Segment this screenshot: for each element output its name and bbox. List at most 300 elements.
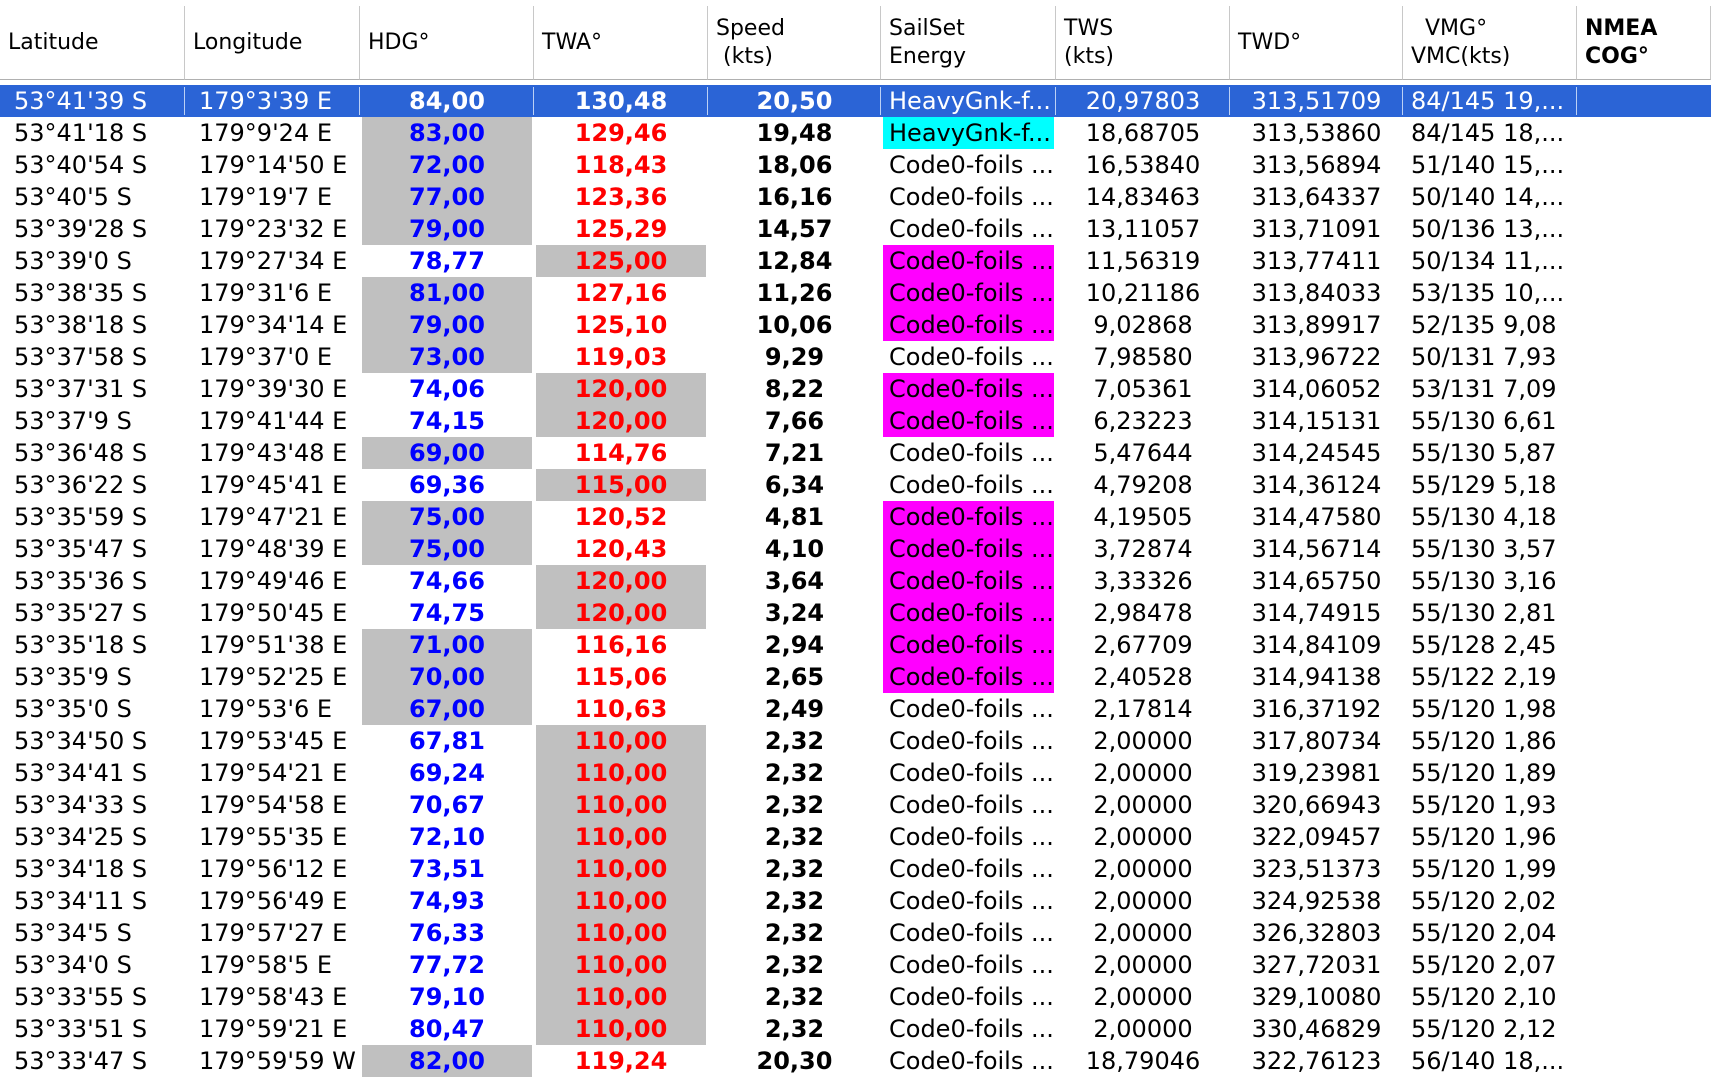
cell-sail: Code0-foils ... [883,565,1054,597]
cell-tws: 20,97803 [1085,87,1201,115]
cell-speed: 2,32 [764,951,825,979]
cell-speed: 2,32 [764,727,825,755]
cell-lat: 53°39'0 S [14,247,132,275]
cell-twd: 324,92538 [1251,887,1382,915]
table-row[interactable] [0,853,1711,885]
cell-lon: 179°50'45 E [199,599,348,627]
cell-vmg: 52/135 9,08 [1411,311,1557,339]
cell-lon: 179°53'6 E [199,695,333,723]
cell-tws: 2,00000 [1093,919,1193,947]
cell-lat: 53°35'0 S [14,695,132,723]
cell-lon: 179°54'21 E [199,759,348,787]
cell-lat: 53°34'0 S [14,951,132,979]
cell-hdg: 69,00 [362,437,532,469]
cell-twd: 314,36124 [1251,471,1382,499]
cell-twd: 313,96722 [1251,343,1382,371]
cell-sail: Code0-foils ... [883,533,1054,565]
cell-tws: 2,00000 [1093,759,1193,787]
cell-twa: 110,00 [536,917,706,949]
cell-lat: 53°34'18 S [14,855,148,883]
cell-lat: 53°40'5 S [14,183,132,211]
cell-hdg: 67,00 [362,693,532,725]
cell-tws: 7,98580 [1093,343,1193,371]
cell-lon: 179°54'58 E [199,791,348,819]
cell-sail: Code0-foils ... [889,727,1054,755]
cell-twa: 110,00 [536,789,706,821]
cell-hdg: 75,00 [362,533,532,565]
cell-twd: 322,76123 [1251,1047,1382,1075]
cell-tws: 2,00000 [1093,951,1193,979]
cell-lat: 53°37'58 S [14,343,148,371]
cell-lat: 53°34'33 S [14,791,148,819]
cell-lon: 179°39'30 E [199,375,348,403]
cell-twd: 313,89917 [1251,311,1382,339]
cell-twd: 314,74915 [1251,599,1382,627]
cell-twa: 125,29 [574,215,668,243]
header-vmg[interactable] [1403,6,1577,80]
table-row[interactable] [0,341,1711,373]
cell-sail: Code0-foils ... [883,245,1054,277]
cell-sail: Code0-foils ... [889,471,1054,499]
cell-tws: 2,00000 [1093,727,1193,755]
cell-twa: 118,43 [574,151,668,179]
cell-twa: 125,10 [574,311,668,339]
cell-twa: 120,43 [574,535,668,563]
cell-twd: 314,24545 [1251,439,1382,467]
cell-tws: 16,53840 [1085,151,1201,179]
cell-vmg: 55/130 4,18 [1411,503,1557,531]
cell-tws: 2,00000 [1093,1015,1193,1043]
cell-lon: 179°27'34 E [199,247,348,275]
table-row[interactable] [0,213,1711,245]
cell-tws: 2,00000 [1093,855,1193,883]
cell-tws: 7,05361 [1093,375,1193,403]
table-row[interactable] [0,725,1711,757]
table-row[interactable] [0,821,1711,853]
cell-vmg: 55/130 3,57 [1411,535,1557,563]
cell-speed: 2,32 [764,1015,825,1043]
cell-vmg: 50/134 11,... [1411,247,1565,275]
cell-lon: 179°45'41 E [199,471,348,499]
cell-lat: 53°41'18 S [14,119,148,147]
header-twa[interactable] [534,6,708,80]
table-row[interactable] [0,597,1711,629]
cell-speed: 9,29 [764,343,825,371]
cell-twd: 313,56894 [1251,151,1382,179]
cell-twa: 120,52 [574,503,668,531]
cell-hdg: 74,15 [409,407,485,435]
selected-row-divider [1576,87,1577,115]
cell-vmg: 55/122 2,19 [1411,663,1557,691]
cell-hdg: 70,67 [409,791,485,819]
cell-hdg: 69,24 [409,759,485,787]
cell-lat: 53°33'55 S [14,983,148,1011]
cell-sail: Code0-foils ... [883,501,1054,533]
cell-sail: Code0-foils ... [889,215,1054,243]
table-row[interactable] [0,1013,1711,1045]
cell-sail: Code0-foils ... [889,887,1054,915]
header-sail[interactable] [881,6,1056,80]
cell-lat: 53°37'31 S [14,375,148,403]
cell-twd: 320,66943 [1251,791,1382,819]
cell-speed: 3,64 [764,567,825,595]
cell-lon: 179°37'0 E [199,343,333,371]
cell-twd: 326,32803 [1251,919,1382,947]
cell-sail: Code0-foils ... [889,183,1054,211]
table-row[interactable] [0,917,1711,949]
cell-vmg: 51/140 15,... [1411,151,1565,179]
cell-twd: 314,94138 [1251,663,1382,691]
cell-tws: 2,67709 [1093,631,1193,659]
cell-tws: 13,11057 [1085,215,1201,243]
table-row[interactable] [0,629,1711,661]
cell-hdg: 79,10 [409,983,485,1011]
cell-hdg: 75,00 [362,501,532,533]
cell-sail: Code0-foils ... [889,1047,1054,1075]
cell-tws: 2,17814 [1093,695,1193,723]
cell-twd: 313,53860 [1251,119,1382,147]
table-row[interactable] [0,405,1711,437]
cell-hdg: 71,00 [362,629,532,661]
cell-twd: 329,10080 [1251,983,1382,1011]
cell-twa: 110,00 [536,885,706,917]
header-tws-label: (kts) [1064,43,1114,69]
cell-lon: 179°49'46 E [199,567,348,595]
cell-vmg: 50/136 13,... [1411,215,1565,243]
cell-speed: 6,34 [764,471,825,499]
header-twd[interactable] [1230,6,1403,80]
table-row[interactable] [0,181,1711,213]
cell-twd: 313,51709 [1251,87,1382,115]
cell-hdg: 70,00 [362,661,532,693]
cell-hdg: 74,93 [409,887,485,915]
table-row[interactable] [0,757,1711,789]
cell-tws: 14,83463 [1085,183,1201,211]
cell-twd: 317,80734 [1251,727,1382,755]
cell-sail: Code0-foils ... [883,661,1054,693]
header-tws-label: TWS [1064,15,1114,41]
cell-speed: 16,16 [756,183,833,211]
header-speed-label: Speed [716,15,785,41]
cell-sail: Code0-foils ... [889,951,1054,979]
cell-lat: 53°34'5 S [14,919,132,947]
selected-row-divider [707,87,708,115]
cell-lat: 53°33'51 S [14,1015,148,1043]
cell-speed: 2,32 [764,887,825,915]
table-row[interactable] [0,885,1711,917]
cell-speed: 2,32 [764,791,825,819]
cell-vmg: 55/120 1,99 [1411,855,1557,883]
header-speed-label: (kts) [716,43,773,69]
cell-twa: 110,63 [574,695,668,723]
selected-row-divider [1055,87,1056,115]
cell-sail: Code0-foils ... [889,983,1054,1011]
cell-lat: 53°38'18 S [14,311,148,339]
cell-vmg: 55/120 2,10 [1411,983,1557,1011]
cell-twa: 123,36 [574,183,668,211]
cell-speed: 7,66 [764,407,825,435]
cell-sail: Code0-foils ... [889,919,1054,947]
header-vmg-label: VMG° [1411,15,1488,41]
header-cog[interactable] [1577,6,1711,80]
table-row[interactable] [0,1045,1711,1077]
cell-sail: HeavyGnk-f... [889,87,1051,115]
table-row[interactable] [0,501,1711,533]
header-sail-label: Energy [889,43,967,69]
cell-speed: 18,06 [756,151,833,179]
cell-lon: 179°34'14 E [199,311,348,339]
cell-twd: 314,47580 [1251,503,1382,531]
cell-hdg: 79,00 [362,309,532,341]
header-vmg-label: VMC(kts) [1411,43,1511,69]
cell-twa: 120,00 [536,405,706,437]
header-hdg-label: HDG° [368,29,430,55]
cell-tws: 11,56319 [1085,247,1201,275]
cell-vmg: 55/120 1,96 [1411,823,1557,851]
cell-twa: 110,00 [536,949,706,981]
cell-vmg: 53/135 10,... [1411,279,1565,307]
cell-lat: 53°34'25 S [14,823,148,851]
cell-twd: 322,09457 [1251,823,1382,851]
cell-twd: 313,77411 [1251,247,1382,275]
cell-twa: 120,00 [536,565,706,597]
cell-twa: 115,06 [574,663,668,691]
cell-tws: 2,00000 [1093,983,1193,1011]
header-tws[interactable] [1056,6,1230,80]
cell-lon: 179°19'7 E [199,183,333,211]
cell-speed: 2,32 [764,855,825,883]
cell-vmg: 55/130 6,61 [1411,407,1557,435]
cell-speed: 2,32 [764,759,825,787]
cell-speed: 4,10 [764,535,825,563]
table-row[interactable] [0,245,1711,277]
cell-sail: Code0-foils ... [889,823,1054,851]
cell-twa: 110,00 [536,757,706,789]
cell-lat: 53°34'11 S [14,887,148,915]
cell-hdg: 74,75 [409,599,485,627]
selected-row-divider [1402,87,1403,115]
cell-tws: 2,98478 [1093,599,1193,627]
cell-vmg: 55/120 2,02 [1411,887,1557,915]
header-lon[interactable] [185,6,360,80]
table-row[interactable] [0,277,1711,309]
cell-lon: 179°14'50 E [199,151,348,179]
cell-hdg: 79,00 [362,213,532,245]
cell-sail: Code0-foils ... [889,343,1054,371]
cell-hdg: 74,66 [409,567,485,595]
cell-vmg: 50/131 7,93 [1411,343,1557,371]
table-row[interactable] [0,437,1711,469]
cell-speed: 14,57 [756,215,833,243]
cell-twd: 314,06052 [1251,375,1382,403]
cell-sail: Code0-foils ... [889,855,1054,883]
cell-vmg: 55/128 2,45 [1411,631,1557,659]
cell-lon: 179°41'44 E [199,407,348,435]
table-row[interactable] [0,693,1711,725]
table-row[interactable] [0,309,1711,341]
cell-twa: 127,16 [574,279,668,307]
cell-lat: 53°35'27 S [14,599,148,627]
cell-speed: 2,32 [764,823,825,851]
table-row[interactable] [0,565,1711,597]
cell-lon: 179°56'49 E [199,887,348,915]
cell-twd: 313,71091 [1251,215,1382,243]
cell-hdg: 72,10 [409,823,485,851]
cell-speed: 10,06 [756,311,833,339]
cell-hdg: 77,72 [409,951,485,979]
cell-speed: 2,49 [764,695,825,723]
table-row[interactable] [0,789,1711,821]
selected-row-divider [1229,87,1230,115]
cell-sail: Code0-foils ... [883,597,1054,629]
cell-twa: 114,76 [574,439,668,467]
cell-tws: 2,00000 [1093,887,1193,915]
table-row[interactable] [0,533,1711,565]
cell-twd: 313,64337 [1251,183,1382,211]
cell-vmg: 50/140 14,... [1411,183,1565,211]
table-row[interactable] [0,149,1711,181]
cell-hdg: 84,00 [409,87,485,115]
cell-vmg: 55/129 5,18 [1411,471,1557,499]
cell-hdg: 74,06 [409,375,485,403]
table-row[interactable] [0,373,1711,405]
cell-tws: 3,72874 [1093,535,1193,563]
cell-vmg: 56/140 18,... [1411,1047,1565,1075]
cell-tws: 3,33326 [1093,567,1193,595]
cell-twd: 316,37192 [1251,695,1382,723]
cell-lon: 179°56'12 E [199,855,348,883]
header-lon-label: Longitude [193,29,303,55]
cell-sail: Code0-foils ... [883,373,1054,405]
cell-speed: 8,22 [764,375,825,403]
cell-sail: Code0-foils ... [883,277,1054,309]
cell-speed: 20,50 [756,87,833,115]
cell-lon: 179°58'5 E [199,951,333,979]
cell-twa: 110,00 [536,725,706,757]
cell-vmg: 55/130 3,16 [1411,567,1557,595]
table-row[interactable] [0,661,1711,693]
cell-lon: 179°23'32 E [199,215,348,243]
header-lat[interactable] [0,6,185,80]
selected-row-divider [880,87,881,115]
cell-vmg: 55/130 2,81 [1411,599,1557,627]
cell-vmg: 55/120 2,04 [1411,919,1557,947]
cell-vmg: 55/120 1,89 [1411,759,1557,787]
cell-sail: Code0-foils ... [889,439,1054,467]
cell-vmg: 55/120 2,12 [1411,1015,1557,1043]
cell-twd: 314,15131 [1251,407,1382,435]
cell-speed: 7,21 [764,439,825,467]
cell-twd: 319,23981 [1251,759,1382,787]
cell-hdg: 77,00 [362,181,532,213]
cell-speed: 2,32 [764,919,825,947]
cell-twa: 116,16 [574,631,668,659]
header-cog-label: NMEA [1585,15,1658,41]
header-lat-label: Latitude [8,29,99,55]
cell-twa: 110,00 [536,1013,706,1045]
cell-lon: 179°55'35 E [199,823,348,851]
cell-twa: 110,00 [536,981,706,1013]
cell-lon: 179°31'6 E [199,279,333,307]
cell-sail: Code0-foils ... [889,151,1054,179]
table-row[interactable] [0,949,1711,981]
header-hdg[interactable] [360,6,534,80]
cell-twa: 115,00 [536,469,706,501]
cell-lat: 53°35'36 S [14,567,148,595]
cell-sail: Code0-foils ... [889,791,1054,819]
cell-lat: 53°33'47 S [14,1047,148,1075]
table-row[interactable] [0,981,1711,1013]
cell-lat: 53°41'39 S [14,87,148,115]
cell-twd: 323,51373 [1251,855,1382,883]
cell-lon: 179°59'59 W [199,1047,356,1075]
cell-twa: 110,00 [536,853,706,885]
cell-vmg: 55/120 1,98 [1411,695,1557,723]
cell-tws: 10,21186 [1085,279,1201,307]
cell-speed: 2,94 [764,631,825,659]
cell-vmg: 84/145 18,... [1411,119,1565,147]
cell-twd: 314,56714 [1251,535,1382,563]
cell-hdg: 67,81 [409,727,485,755]
cell-lat: 53°39'28 S [14,215,148,243]
cell-twd: 327,72031 [1251,951,1382,979]
cell-speed: 2,32 [764,983,825,1011]
cell-lon: 179°53'45 E [199,727,348,755]
cell-lat: 53°37'9 S [14,407,132,435]
cell-tws: 5,47644 [1093,439,1193,467]
cell-lon: 179°52'25 E [199,663,348,691]
header-speed[interactable] [708,6,881,80]
cell-lat: 53°35'47 S [14,535,148,563]
selected-row-divider [359,87,360,115]
cell-vmg: 84/145 19,... [1411,87,1565,115]
cell-tws: 2,40528 [1093,663,1193,691]
cell-lon: 179°47'21 E [199,503,348,531]
cell-twa: 125,00 [536,245,706,277]
cell-twa: 129,46 [574,119,668,147]
cell-tws: 4,79208 [1093,471,1193,499]
cell-hdg: 76,33 [409,919,485,947]
cell-twd: 314,84109 [1251,631,1382,659]
cell-twd: 330,46829 [1251,1015,1382,1043]
cell-speed: 11,26 [756,279,833,307]
cell-lat: 53°40'54 S [14,151,148,179]
cell-lat: 53°36'22 S [14,471,148,499]
cell-lon: 179°3'39 E [199,87,333,115]
table-row[interactable] [0,117,1711,149]
cell-lon: 179°43'48 E [199,439,348,467]
cell-speed: 12,84 [756,247,833,275]
cell-twa: 120,00 [536,597,706,629]
cell-speed: 19,48 [756,119,833,147]
cell-lat: 53°36'48 S [14,439,148,467]
cell-lon: 179°59'21 E [199,1015,348,1043]
cell-sail: Code0-foils ... [883,405,1054,437]
cell-twd: 313,84033 [1251,279,1382,307]
cell-sail: Code0-foils ... [889,1015,1054,1043]
cell-hdg: 73,51 [409,855,485,883]
cell-hdg: 83,00 [362,117,532,149]
cell-speed: 4,81 [764,503,825,531]
cell-sail: Code0-foils ... [889,759,1054,787]
header-sail-label: SailSet [889,15,965,41]
cell-tws: 4,19505 [1093,503,1193,531]
table-row-selected[interactable] [0,85,1711,117]
cell-vmg: 53/131 7,09 [1411,375,1557,403]
selected-row-divider [184,87,185,115]
table-row[interactable] [0,469,1711,501]
cell-twd: 314,65750 [1251,567,1382,595]
